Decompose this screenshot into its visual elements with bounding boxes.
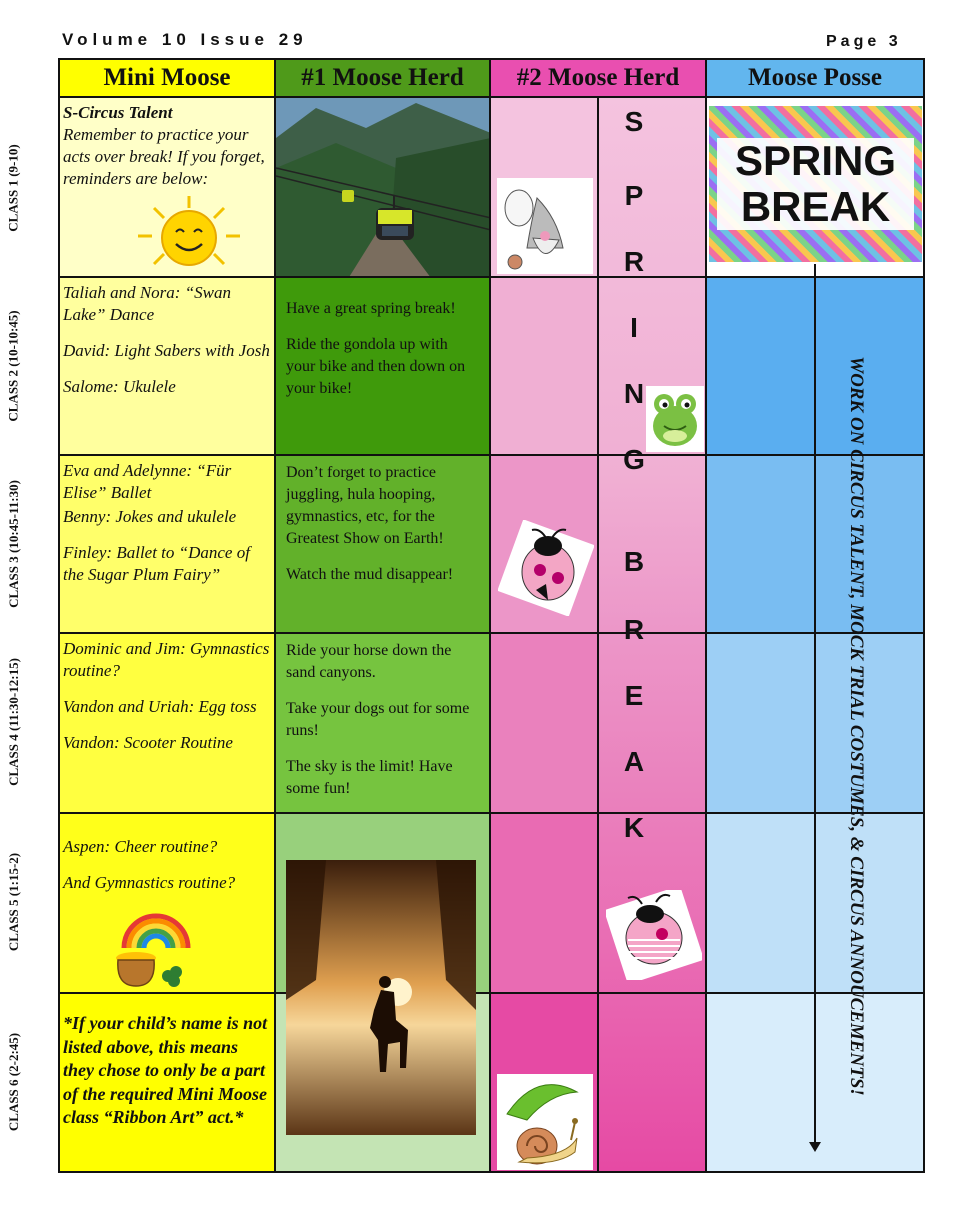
down-arrow-head xyxy=(809,1142,821,1152)
col-header-herd1: #1 Moose Herd xyxy=(274,58,491,98)
mini-moose-class2: Taliah and Nora: “Swan Lake” Dance David: Light Sabers with Josh Salome: Ukulele xyxy=(58,276,276,456)
herd1-class3: Don’t forget to practice juggling, hula hooping, gymnastics, etc, for the Greatest Show on Earth! Watch the mud disappear! xyxy=(274,454,491,634)
col-header-herd2: #2 Moose Herd xyxy=(489,58,707,98)
ladybug-icon-2 xyxy=(606,890,702,980)
ladybug-icon xyxy=(498,520,594,616)
gondola-photo xyxy=(276,98,491,278)
schedule-table xyxy=(6,58,925,1173)
herd1-class1 xyxy=(274,96,491,278)
col-header-posse: Moose Posse xyxy=(705,58,925,98)
herd2-class4 xyxy=(489,632,599,814)
break-text: BREAK xyxy=(740,183,891,230)
row-label-class6: CLASS 6 (2-2:45) xyxy=(6,1032,22,1132)
down-arrow xyxy=(814,264,816,1146)
posse-vertical-note: WORK ON CIRCUS TALENT, MOCK TRIAL COSTUMES, & CIRCUS ANNOUCEMENTS! xyxy=(846,356,867,1096)
herd2-class5 xyxy=(489,812,599,994)
gnome-icon xyxy=(497,178,593,274)
break-letter-a: A xyxy=(623,746,645,777)
col-header-mini-moose: Mini Moose xyxy=(58,58,276,98)
spring-letter-p: P xyxy=(624,180,644,211)
mini-moose-class5: Aspen: Cheer routine? And Gymnastics routine? xyxy=(58,812,276,994)
mini-moose-class3: Eva and Adelynne: “Für Elise” Ballet Benny: Jokes and ukulele Finley: Ballet to “Dance of the Sugar Plum Fairy” xyxy=(58,454,276,634)
herd1-class2: Have a great spring break! Ride the gondola up with your bike and then down on your bike! xyxy=(274,276,491,456)
herd2-class2 xyxy=(489,276,599,456)
volume-issue: Volume 10 Issue 29 xyxy=(62,30,308,49)
row-label-class2: CLASS 2 (10-10:45) xyxy=(6,310,22,422)
row-label-class1: CLASS 1 (9-10) xyxy=(6,144,21,232)
spring-text: SPRING xyxy=(734,137,897,184)
spring-letter-r: R xyxy=(623,246,645,277)
pot-of-gold-icon xyxy=(104,898,204,988)
mini-moose-class4: Dominic and Jim: Gymnastics routine? Vandon and Uriah: Egg toss Vandon: Scooter Routine xyxy=(58,632,276,814)
row-label-class5: CLASS 5 (1:15-2) xyxy=(6,852,22,952)
spring-letter-n: N xyxy=(623,378,645,409)
break-letter-r: R xyxy=(623,614,645,645)
break-letter-k: K xyxy=(623,812,645,843)
break-letter-b: B xyxy=(623,546,645,577)
row-label-class3: CLASS 3 (10:45-11:30) xyxy=(6,480,21,608)
herd1-class4: Ride your horse down the sand canyons. Take your dogs out for some runs! The sky is the limit! Have some fun! xyxy=(274,632,491,814)
break-letter-e: E xyxy=(624,680,644,711)
frog-icon xyxy=(646,386,704,452)
spring-letter-s: S xyxy=(624,106,644,137)
spring-letter-g: G xyxy=(623,444,645,475)
mini-moose-class6: *If your child’s name is not listed above, this means they chose to only be a part of the required Mini Moose class “Ribbon Art” act.* xyxy=(58,992,276,1173)
page-number: Page 3 xyxy=(826,33,902,50)
herd2-spring-break-column xyxy=(597,96,707,1173)
sun-icon xyxy=(134,194,244,274)
spring-letter-i: I xyxy=(630,312,638,343)
mini-moose-class1: S-Circus Talent Remember to practice your acts over break! If you forget, reminders are below: xyxy=(58,96,276,278)
row-label-class4: CLASS 4 (11:30-12:15) xyxy=(6,658,21,786)
spring-break-banner xyxy=(709,106,922,262)
snail-icon xyxy=(497,1074,593,1170)
horse-rider-photo xyxy=(286,860,476,1135)
